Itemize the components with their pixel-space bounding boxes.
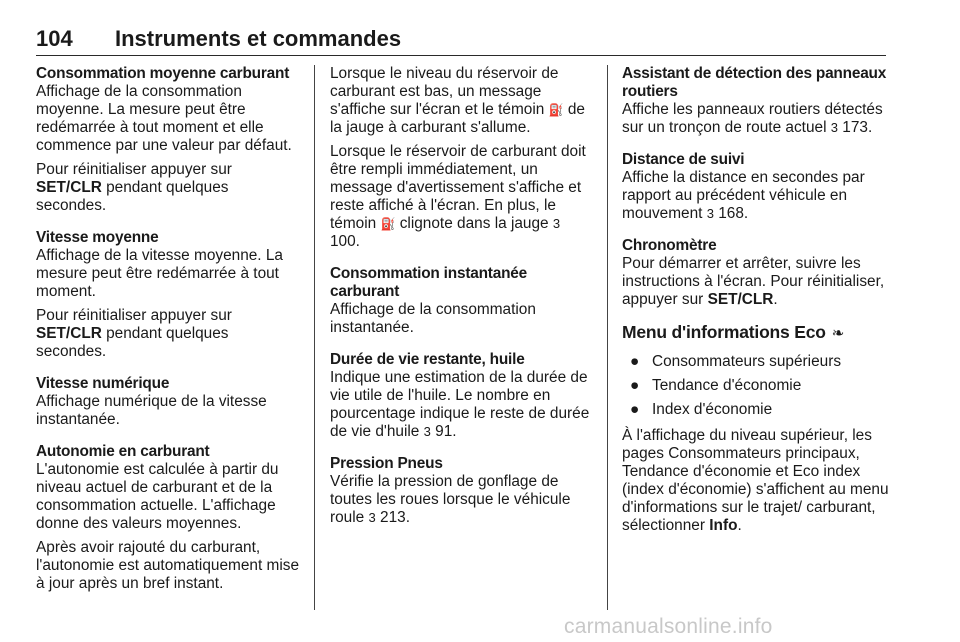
fuel-pump-icon: ⛽: [380, 217, 396, 231]
set-clr-label: SET/CLR: [707, 291, 774, 308]
text: Pour réinitialiser appuyer sur: [36, 161, 232, 178]
paragraph: [36, 461, 301, 533]
paragraph: [622, 169, 892, 223]
section-stopwatch: [622, 237, 892, 309]
page-ref[interactable]: 168.: [718, 205, 749, 222]
section-digital-speed: [36, 375, 301, 429]
text: .: [773, 291, 778, 308]
eco-menu-heading: [622, 323, 892, 343]
page-ref[interactable]: 91.: [435, 423, 457, 440]
section-heading: Vitesse numérique: [36, 375, 170, 392]
column-3: [622, 65, 892, 541]
text: de la jauge à carburant s'allume.: [330, 101, 585, 136]
section-heading: Chronomètre: [622, 237, 717, 254]
section-instant-fuel: [330, 265, 592, 337]
page-ref-arrow-icon: 3: [552, 216, 561, 231]
page-ref-arrow-icon: 3: [368, 510, 376, 525]
paragraph: [36, 393, 301, 429]
text: Indique une estimation de la durée de vie utile de l'huile. Le nombre en pourcentage indique le reste de durée de vie d'huile: [330, 369, 590, 440]
section-heading: Pression Pneus: [330, 455, 443, 472]
column-divider: [314, 65, 315, 610]
text: clignote dans la jauge: [395, 215, 553, 232]
text: Lorsque le réservoir de carburant doit être rempli immédiatement, un message d'avertissement s'affiche et reste affiché à l'écran. En plus, le témoin: [330, 143, 586, 232]
page-ref[interactable]: 100.: [330, 233, 360, 250]
set-clr-label: SET/CLR: [36, 325, 102, 342]
info-label: Info: [709, 517, 738, 534]
section-heading: Autonomie en carburant: [36, 443, 210, 460]
text: Après avoir rajouté du carburant, l'autonomie est automatiquement mise à jour après un bref instant.: [36, 539, 300, 592]
paragraph: [622, 101, 892, 137]
text: Affiche les panneaux routiers détectés sur un tronçon de route actuel: [622, 101, 883, 136]
fuel-pump-icon: ⛽: [548, 103, 564, 117]
text: Vérifie la pression de gonflage de toutes les roues lorsque le véhicule roule: [330, 473, 571, 526]
page-header: [36, 26, 886, 54]
text: Lorsque le niveau du réservoir de carburant est bas, un message s'affiche sur l'écran et le témoin: [330, 65, 559, 118]
page-ref[interactable]: 173.: [842, 119, 873, 136]
paragraph: [36, 161, 301, 215]
text: Affiche la distance en secondes par rapport au précédent véhicule en mouvement: [622, 169, 865, 222]
section-avg-speed: [36, 229, 301, 361]
list-item: [622, 401, 892, 419]
list-item: [622, 377, 892, 395]
section-heading: Assistant de détection des panneaux routiers: [622, 65, 887, 100]
text: Affichage numérique de la vitesse instantanée.: [36, 393, 267, 428]
eco-menu-title: Menu d'informations Eco: [622, 322, 826, 342]
list-item: [622, 353, 892, 371]
paragraph: [622, 255, 892, 309]
text: .: [737, 517, 742, 534]
list-item-text: Tendance d'économie: [652, 377, 802, 394]
text: Pour démarrer et arrêter, suivre les instructions à l'écran. Pour réinitialiser, appuyer sur: [622, 255, 885, 308]
section-sign-assist: [622, 65, 892, 137]
section-heading: Durée de vie restante, huile: [330, 351, 525, 368]
section-oil-life: [330, 351, 592, 441]
paragraph: [330, 301, 592, 337]
section-avg-fuel: [36, 65, 301, 215]
page-ref-arrow-icon: 3: [830, 120, 838, 135]
text: À l'affichage du niveau supérieur, les pages Consommateurs principaux, Tendance d'économie et Eco index (index d'économie) s'affichent au menu d'informations sur le trajet/ carburant, sélectionner: [622, 427, 889, 534]
section-heading: Consommation instantanée carburant: [330, 265, 528, 300]
section-low-fuel: [330, 65, 592, 251]
paragraph: [36, 83, 301, 155]
page-number: 104: [36, 26, 73, 51]
section-heading: Vitesse moyenne: [36, 229, 159, 246]
bullet-icon: ●: [630, 377, 640, 394]
text: Affichage de la consommation moyenne. La mesure peut être redémarrée à tout moment et elle commence par une valeur par défaut.: [36, 83, 292, 154]
paragraph: [36, 307, 301, 361]
column-1: [36, 65, 301, 607]
section-fuel-range: [36, 443, 301, 593]
paragraph: [36, 247, 301, 301]
text: Pour réinitialiser appuyer sur: [36, 307, 232, 324]
page-ref-arrow-icon: 3: [706, 206, 714, 221]
eco-bullet-list: [622, 353, 892, 419]
text: Affichage de la vitesse moyenne. La mesure peut être redémarrée à tout moment.: [36, 247, 283, 300]
paragraph: [330, 143, 592, 251]
section-tire-pressure: [330, 455, 592, 527]
column-divider: [607, 65, 608, 610]
page-title: Instruments et commandes: [115, 26, 402, 51]
text: L'autonomie est calculée à partir du niveau actuel de carburant et de la consommation actuelle. L'affichage donne des valeurs moyennes.: [36, 461, 279, 532]
watermark: carmanualsonline.info: [564, 615, 773, 638]
section-heading: Consommation moyenne carburant: [36, 65, 290, 82]
paragraph: [330, 369, 592, 441]
set-clr-label: SET/CLR: [36, 179, 102, 196]
paragraph: [622, 427, 892, 535]
paragraph: [330, 65, 592, 137]
page-ref-arrow-icon: 3: [423, 424, 431, 439]
column-2: [330, 65, 592, 541]
section-heading: Distance de suivi: [622, 151, 745, 168]
section-follow-distance: [622, 151, 892, 223]
text: pendant quelques secondes.: [36, 179, 229, 214]
list-item-text: Consommateurs supérieurs: [652, 353, 842, 370]
text: Affichage de la consommation instantanée.: [330, 301, 536, 336]
paragraph: [330, 473, 592, 527]
bullet-icon: ●: [630, 353, 640, 370]
eco-leaf-icon: ❧: [831, 325, 845, 342]
header-rule: [36, 55, 886, 56]
paragraph: [36, 539, 301, 593]
text: pendant quelques secondes.: [36, 325, 229, 360]
page-ref[interactable]: 213.: [380, 509, 410, 526]
bullet-icon: ●: [630, 401, 640, 418]
list-item-text: Index d'économie: [652, 401, 773, 418]
